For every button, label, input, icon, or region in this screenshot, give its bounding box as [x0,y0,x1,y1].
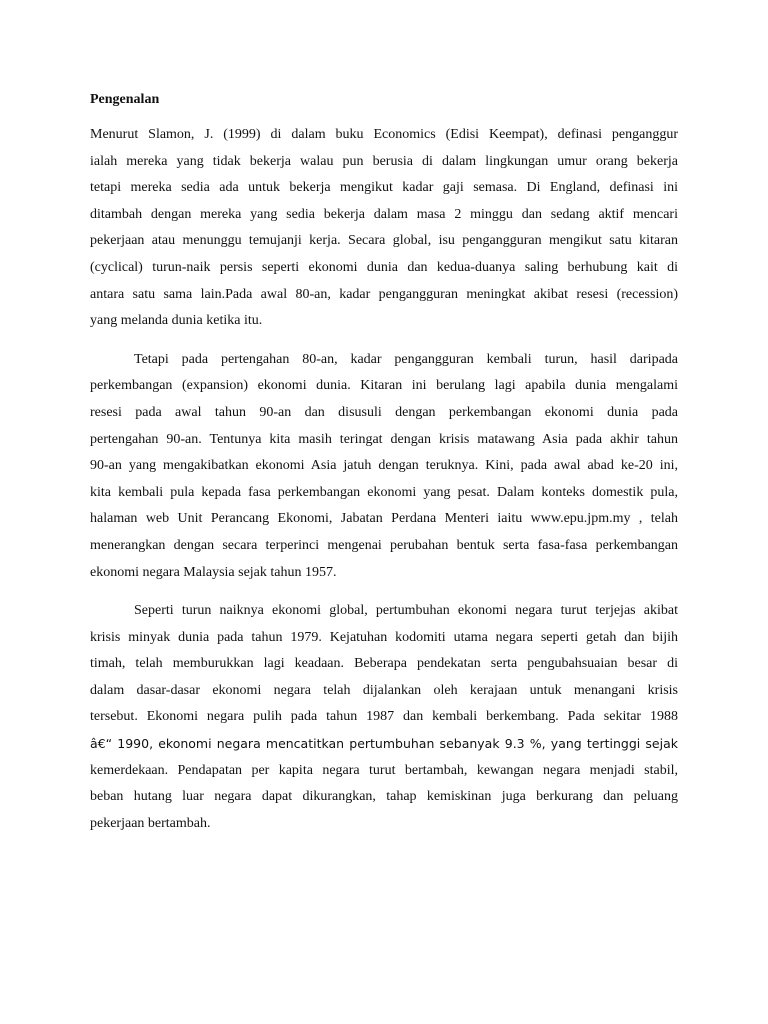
text-line: â€“ 1990, ekonomi negara mencatitkan pertumbuhan sebanyak 9.3 %, yang tertinggi sejak [90,736,678,752]
text-line: (cyclical) turun-naik persis seperti ekonomi dunia dan kedua-duanya saling berhubung kait di [90,259,678,275]
text-line: Menurut Slamon, J. (1999) di dalam buku Economics (Edisi Keempat), definasi penganggur [90,127,678,142]
text-line: kita kembali pula kepada fasa perkembangan ekonomi yang pesat. Dalam konteks domestik pula, [90,484,678,500]
text-line: yang melanda dunia ketika itu. [90,313,263,329]
text-line: krisis minyak dunia pada tahun 1979. Kejatuhan kodomiti utama negara seperti getah dan bijih [90,629,678,645]
text-line: pekerjaan atau menunggu temujanji kerja. Secara global, isu pengangguran mengikut satu kitaran [90,233,678,249]
paragraph-3 [90,598,678,837]
paragraph-2 [90,347,678,586]
text-line: ditambah dengan mereka yang sedia bekerja dalam masa 2 minggu dan sedang aktif mencari [90,206,678,222]
text-line: Tetapi pada pertengahan 80-an, kadar pengangguran kembali turun, hasil daripada [134,351,678,367]
section-heading: Pengenalan [90,92,160,107]
paragraph-1 [90,122,678,335]
document-body [90,90,678,849]
text-line: Seperti turun naiknya ekonomi global, pertumbuhan ekonomi negara turut terjejas akibat [134,603,678,619]
text-line: perkembangan (expansion) ekonomi dunia. Kitaran ini berulang lagi apabila dunia mengalami [90,378,678,394]
text-line: resesi pada awal tahun 90-an dan disusuli dengan perkembangan ekonomi dunia pada [90,404,678,420]
text-line: menerangkan dengan secara terperinci mengenai perubahan bentuk serta fasa-fasa perkembangan [90,537,678,553]
text-line: ekonomi negara Malaysia sejak tahun 1957. [90,564,337,580]
text-line: 90-an yang mengakibatkan ekonomi Asia jatuh dengan teruknya. Kini, pada awal abad ke-20 ini, [90,458,678,474]
text-line: tersebut. Ekonomi negara pulih pada tahun 1987 dan kembali berkembang. Pada sekitar 1988 [90,709,678,725]
text-line: dalam dasar-dasar ekonomi negara telah dijalankan oleh kerajaan untuk menangani krisis [90,682,678,698]
text-line: pertengahan 90-an. Tentunya kita masih teringat dengan krisis matawang Asia pada akhir tahun [90,431,678,447]
text-line: kemerdekaan. Pendapatan per kapita negara turut bertambah, kewangan negara menjadi stabil, [90,762,678,778]
text-line: tetapi mereka sedia ada untuk bekerja mengikut kadar gaji semasa. Di England, definasi ini [90,180,678,196]
text-line: antara satu sama lain.Pada awal 80-an, kadar pengangguran meningkat akibat resesi (recession) [90,286,678,302]
text-line: pekerjaan bertambah. [90,815,211,831]
text-line: beban hutang luar negara dapat dikurangkan, tahap kemiskinan juga berkurang dan peluang [90,789,678,805]
text-line: halaman web Unit Perancang Ekonomi, Jabatan Perdana Menteri iaitu www.epu.jpm.my , telah [90,511,678,527]
text-line: timah, telah memburukkan lagi keadaan. Beberapa pendekatan serta pengubahsuaian besar di [90,656,678,672]
text-line: ialah mereka yang tidak bekerja walau pun berusia di dalam lingkungan umur orang bekerja [90,153,678,169]
